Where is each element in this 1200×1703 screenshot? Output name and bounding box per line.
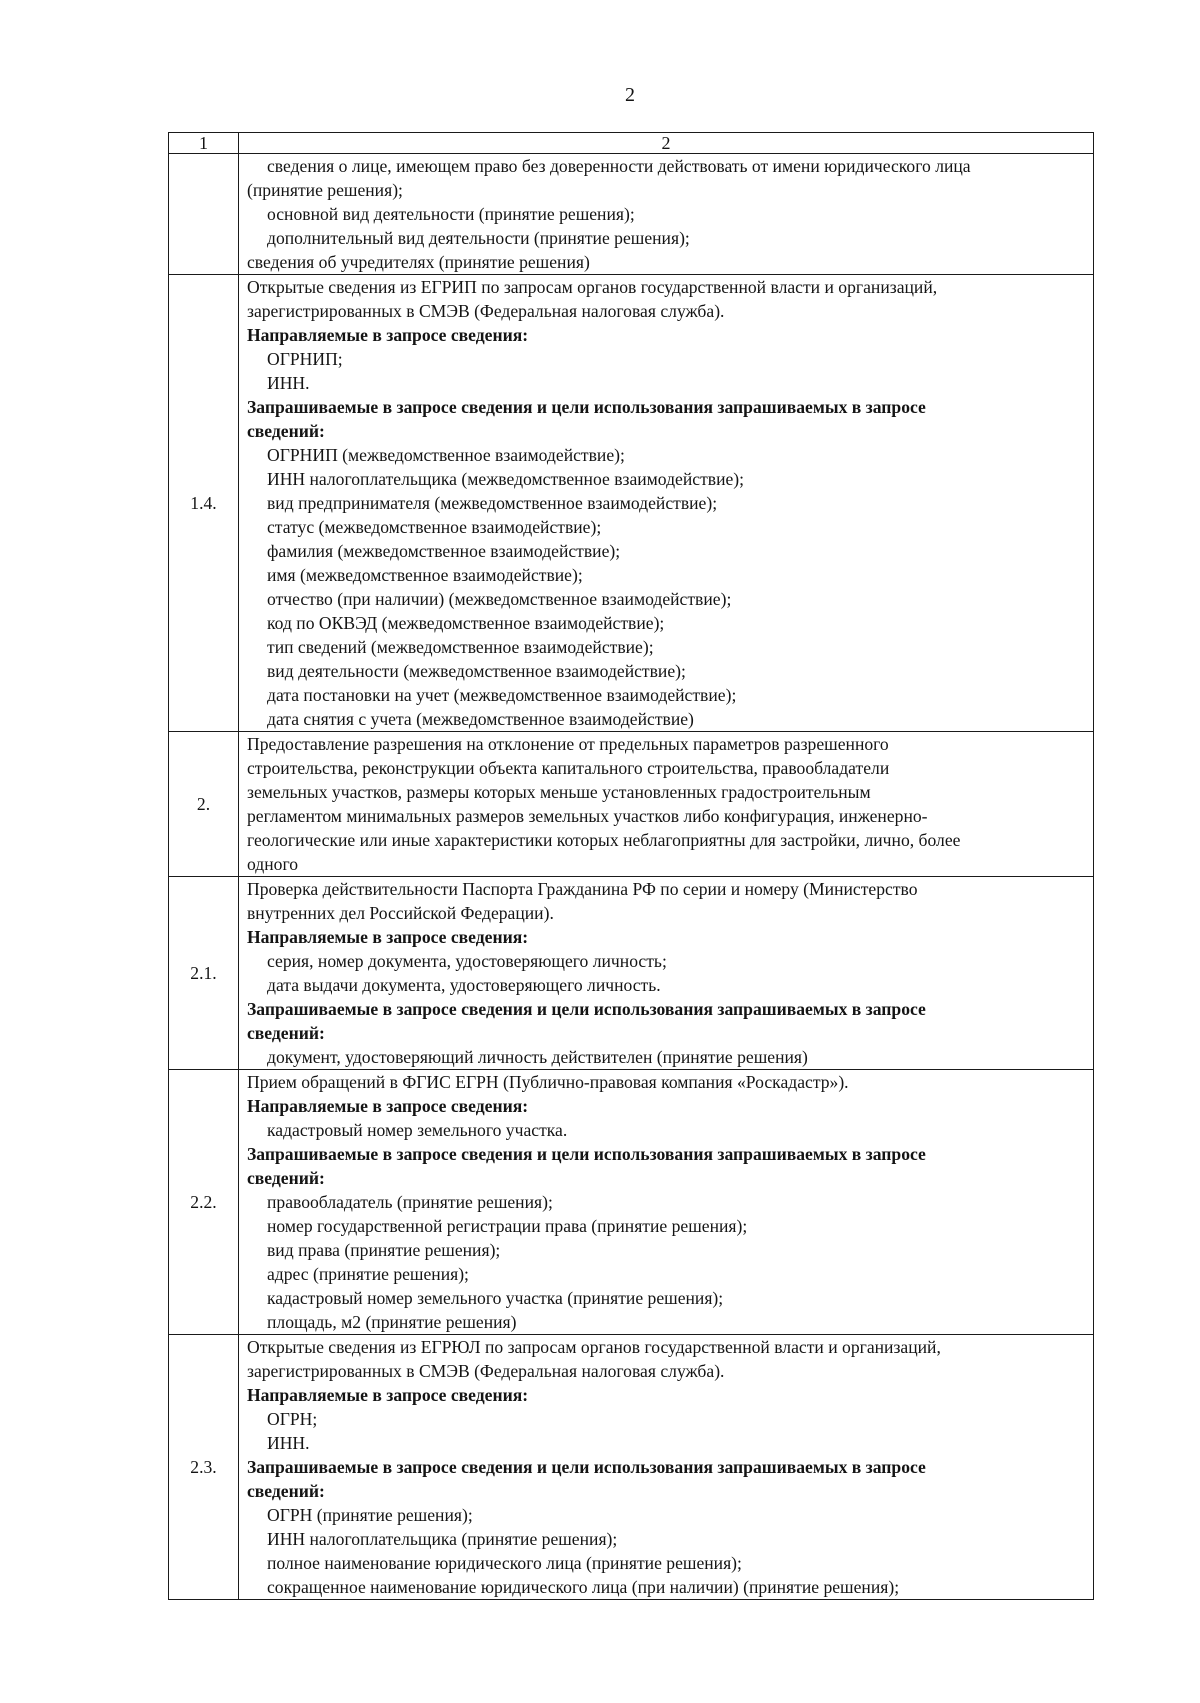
section-heading-line: сведений: — [247, 421, 325, 441]
table-header-row — [169, 133, 1094, 154]
content-line: вид деятельности (межведомственное взаимодействие); — [267, 661, 686, 681]
column-header-number: 1 — [169, 133, 239, 154]
content-line: Открытые сведения из ЕГРИП по запросам органов государственной власти и организаций, — [247, 277, 938, 297]
content-line: ОГРНИП (межведомственное взаимодействие); — [267, 445, 625, 465]
content-line: сокращенное наименование юридического лица (при наличии) (принятие решения); — [267, 1577, 900, 1597]
row-content — [239, 154, 1094, 275]
content-line: Открытые сведения из ЕГРЮЛ по запросам органов государственной власти и организаций, — [247, 1337, 941, 1357]
services-table — [168, 132, 1094, 1600]
row-content — [239, 1335, 1094, 1600]
content-line: площадь, м2 (принятие решения) — [267, 1312, 517, 1332]
section-heading-line: Запрашиваемые в запросе сведения и цели использования запрашиваемых в запросе — [247, 1457, 926, 1477]
content-line: ОГРН (принятие решения); — [267, 1505, 473, 1525]
content-line: ОГРНИП; — [267, 349, 343, 369]
row-content — [239, 877, 1094, 1070]
content-line: зарегистрированных в СМЭВ (Федеральная налоговая служба). — [247, 1361, 725, 1381]
row-number: 1.4. — [169, 275, 239, 732]
content-line: ИНН. — [267, 1433, 310, 1453]
table-body — [169, 154, 1094, 1600]
row-number: 2.3. — [169, 1335, 239, 1600]
table-row — [169, 154, 1094, 275]
content-line: кадастровый номер земельного участка. — [267, 1120, 568, 1140]
content-line: строительства, реконструкции объекта капитального строительства, правообладатели — [247, 758, 890, 778]
content-line: вид права (принятие решения); — [267, 1240, 501, 1260]
row-number: 2.2. — [169, 1070, 239, 1335]
section-heading-line: Запрашиваемые в запросе сведения и цели использования запрашиваемых в запросе — [247, 1144, 926, 1164]
table-row — [169, 1335, 1094, 1600]
content-line: отчество (при наличии) (межведомственное взаимодействие); — [267, 589, 732, 609]
row-number: 2. — [169, 732, 239, 877]
row-content — [239, 1070, 1094, 1335]
content-line: внутренних дел Российской Федерации). — [247, 903, 554, 923]
content-line: ОГРН; — [267, 1409, 318, 1429]
column-header-content: 2 — [239, 133, 1094, 154]
row-number — [169, 154, 239, 275]
row-content — [239, 732, 1094, 877]
row-number: 2.1. — [169, 877, 239, 1070]
page-number: 2 — [625, 84, 635, 106]
content-line: имя (межведомственное взаимодействие); — [267, 565, 583, 585]
content-line: Предоставление разрешения на отклонение от предельных параметров разрешенного — [247, 734, 889, 754]
section-heading-line: сведений: — [247, 1023, 325, 1043]
content-line: тип сведений (межведомственное взаимодействие); — [267, 637, 654, 657]
section-heading-line: Направляемые в запросе сведения: — [247, 1385, 529, 1405]
table-row — [169, 732, 1094, 877]
content-line: полное наименование юридического лица (принятие решения); — [267, 1553, 742, 1573]
content-line: вид предпринимателя (межведомственное взаимодействие); — [267, 493, 718, 513]
table-row — [169, 275, 1094, 732]
content-line: дата снятия с учета (межведомственное взаимодействие) — [267, 709, 694, 729]
section-heading-line: сведений: — [247, 1481, 325, 1501]
content-line: одного — [247, 854, 299, 874]
table-row — [169, 1070, 1094, 1335]
content-line: Проверка действительности Паспорта Гражданина РФ по серии и номеру (Министерство — [247, 879, 918, 899]
content-line: ИНН налогоплательщика (межведомственное взаимодействие); — [267, 469, 745, 489]
row-content — [239, 275, 1094, 732]
content-line: адрес (принятие решения); — [267, 1264, 469, 1284]
content-line: фамилия (межведомственное взаимодействие); — [267, 541, 621, 561]
content-line: Прием обращений в ФГИС ЕГРН (Публично-правовая компания «Роскадастр»). — [247, 1072, 849, 1092]
content-line: код по ОКВЭД (межведомственное взаимодействие); — [267, 613, 665, 633]
content-line: дата выдачи документа, удостоверяющего личность. — [267, 975, 661, 995]
content-line: земельных участков, размеры которых меньше установленных градостроительным — [247, 782, 871, 802]
content-line: основной вид деятельности (принятие решения); — [267, 204, 635, 224]
content-line: ИНН налогоплательщика (принятие решения); — [267, 1529, 618, 1549]
section-heading-line: Запрашиваемые в запросе сведения и цели использования запрашиваемых в запросе — [247, 999, 926, 1019]
content-line: ИНН. — [267, 373, 310, 393]
section-heading-line: сведений: — [247, 1168, 325, 1188]
content-line: статус (межведомственное взаимодействие); — [267, 517, 602, 537]
section-heading-line: Направляемые в запросе сведения: — [247, 927, 529, 947]
content-line: сведения об учредителях (принятие решения) — [247, 252, 590, 272]
content-line: регламентом минимальных размеров земельных участков либо конфигурация, инженерно- — [247, 806, 928, 826]
content-line: правообладатель (принятие решения); — [267, 1192, 553, 1212]
content-line: номер государственной регистрации права (принятие решения); — [267, 1216, 748, 1236]
section-heading-line: Направляемые в запросе сведения: — [247, 1096, 529, 1116]
content-line: зарегистрированных в СМЭВ (Федеральная налоговая служба). — [247, 301, 725, 321]
content-line: сведения о лице, имеющем право без доверенности действовать от имени юридического лица — [267, 156, 971, 176]
content-line: дата постановки на учет (межведомственное взаимодействие); — [267, 685, 737, 705]
section-heading-line: Направляемые в запросе сведения: — [247, 325, 529, 345]
content-line: кадастровый номер земельного участка (принятие решения); — [267, 1288, 724, 1308]
section-heading-line: Запрашиваемые в запросе сведения и цели использования запрашиваемых в запросе — [247, 397, 926, 417]
content-line: (принятие решения); — [247, 180, 403, 200]
content-line: серия, номер документа, удостоверяющего личность; — [267, 951, 667, 971]
content-line: геологические или иные характеристики которых неблагоприятны для застройки, лично, более — [247, 830, 961, 850]
content-line: дополнительный вид деятельности (принятие решения); — [267, 228, 690, 248]
table-row — [169, 877, 1094, 1070]
content-line: документ, удостоверяющий личность действителен (принятие решения) — [267, 1047, 808, 1067]
